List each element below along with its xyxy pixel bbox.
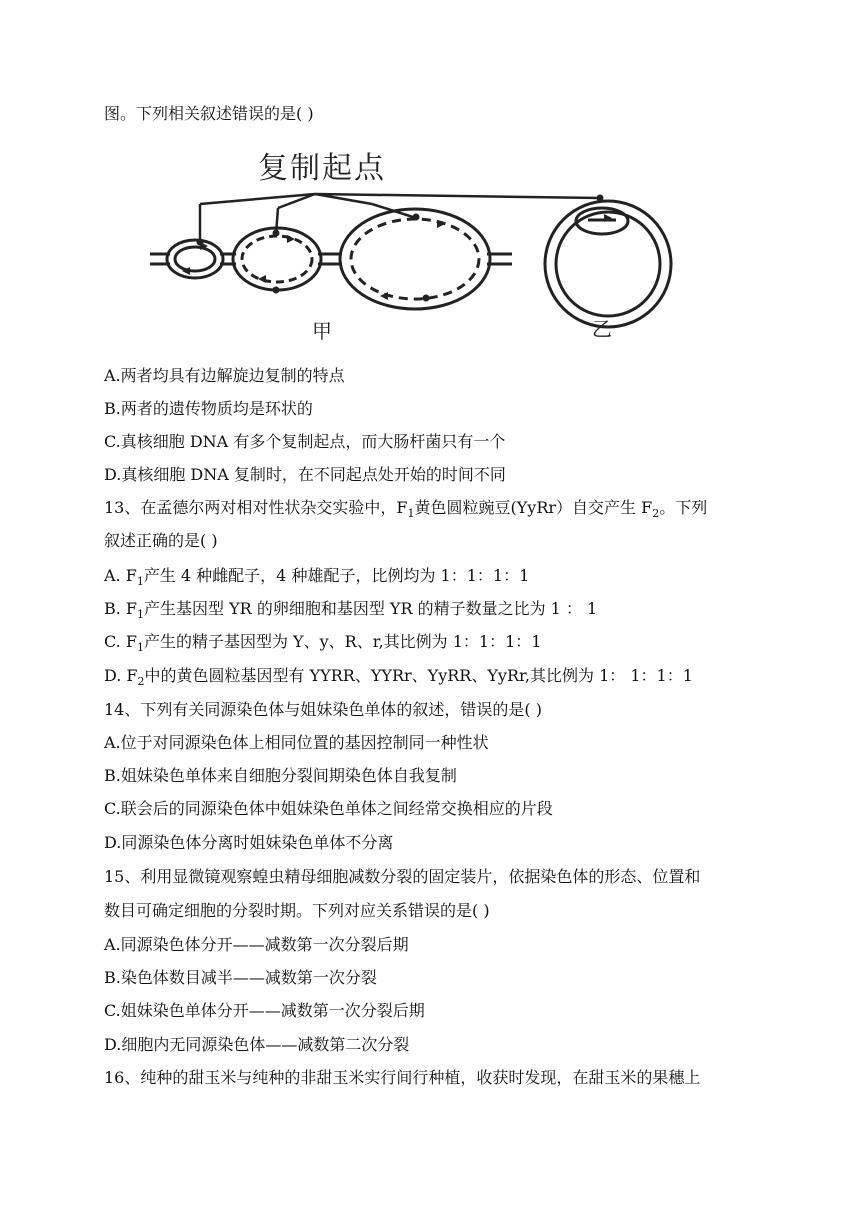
option-text: 中的黄色圆粒基因型有 YYRR、YYRr、YyRR、YyRr,其比例为 1： 1：1：1 (144, 666, 693, 685)
q12-option-b: B.两者的遗传物质均是环状的 (104, 399, 313, 418)
option-text: 产生 4 种雌配子，4 种雄配子，比例均为 1：1：1：1 (143, 566, 530, 585)
pointer-lines (200, 194, 600, 243)
q15-stem-line-2: 数目可确定细胞的分裂时期。下列对应关系错误的是( ) (104, 901, 490, 920)
replication-figure (140, 138, 780, 348)
q13-option-c (104, 631, 800, 653)
intro-line: 图。下列相关叙述错误的是( ) (104, 104, 314, 123)
q15-option-b: B.染色体数目减半——减数第一次分裂 (104, 968, 377, 987)
q13-stem-part: 黄色圆粒豌豆(YyRr）自交产生 F (414, 498, 653, 517)
figure-title: 复制起点 (258, 151, 386, 186)
q13-stem-line-1 (104, 497, 800, 519)
q13-option-d (104, 665, 800, 687)
q13-option-a (104, 565, 800, 587)
option-prefix: A. F (104, 566, 137, 585)
q14-option-c: C.联会后的同源染色体中姐妹染色单体之间经常交换相应的片段 (104, 799, 553, 818)
option-prefix: D. F (104, 666, 138, 685)
q14-option-b: B.姐妹染色单体来自细胞分裂间期染色体自我复制 (104, 766, 457, 785)
q12-option-a: A.两者均具有边解旋边复制的特点 (104, 366, 345, 385)
q16-stem-line-1: 16、纯种的甜玉米与纯种的非甜玉米实行间行种植，收获时发现，在甜玉米的果穗上 (104, 1068, 701, 1087)
q14-option-d: D.同源染色体分离时姐妹染色单体不分离 (104, 833, 394, 852)
option-prefix: B. F (104, 599, 138, 618)
subscript: 1 (407, 507, 415, 521)
option-text: 产生基因型 YR 的卵细胞和基因型 YR 的精子数量之比为 1 ： 1 (144, 599, 598, 618)
q13-option-b (104, 598, 800, 620)
q14-option-a: A.位于对同源染色体上相同位置的基因控制同一种性状 (104, 733, 489, 752)
q15-option-a: A.同源染色体分开——减数第一次分裂后期 (104, 935, 409, 954)
q15-option-d: D.细胞内无同源染色体——减数第二次分裂 (104, 1035, 410, 1054)
linear-dna-甲 (150, 209, 512, 309)
subscript: 2 (652, 507, 660, 521)
q14-stem: 14、下列有关同源染色体与姐妹染色单体的叙述，错误的是( ) (104, 700, 542, 719)
option-prefix: C. F (104, 632, 137, 651)
q15-option-c: C.姐妹染色单体分开——减数第一次分裂后期 (104, 1001, 425, 1020)
q15-stem-line-1: 15、利用显微镜观察蝗虫精母细胞减数分裂的固定装片，依据染色体的形态、位置和 (104, 867, 701, 886)
replication-fork-arrows (182, 220, 445, 300)
subscript: 1 (136, 575, 144, 589)
subscript: 1 (137, 608, 145, 622)
figure-label-left: 甲 (312, 319, 332, 343)
q12-option-c: C.真核细胞 DNA 有多个复制起点，而大肠杆菌只有一个 (104, 432, 506, 451)
subscript: 2 (137, 675, 145, 689)
q13-stem-part: 。下列 (659, 498, 708, 517)
figure-label-right: 乙 (592, 317, 612, 341)
option-text: 产生的精子基因型为 Y、y、R、r,其比例为 1：1：1：1 (143, 632, 542, 651)
subscript: 1 (136, 641, 144, 655)
q13-stem-part: 13、在孟德尔两对相对性状杂交实验中，F (104, 498, 408, 517)
q13-stem-line-2: 叙述正确的是( ) (104, 531, 218, 550)
q12-option-d: D.真核细胞 DNA 复制时，在不同起点处开始的时间不同 (104, 465, 506, 484)
